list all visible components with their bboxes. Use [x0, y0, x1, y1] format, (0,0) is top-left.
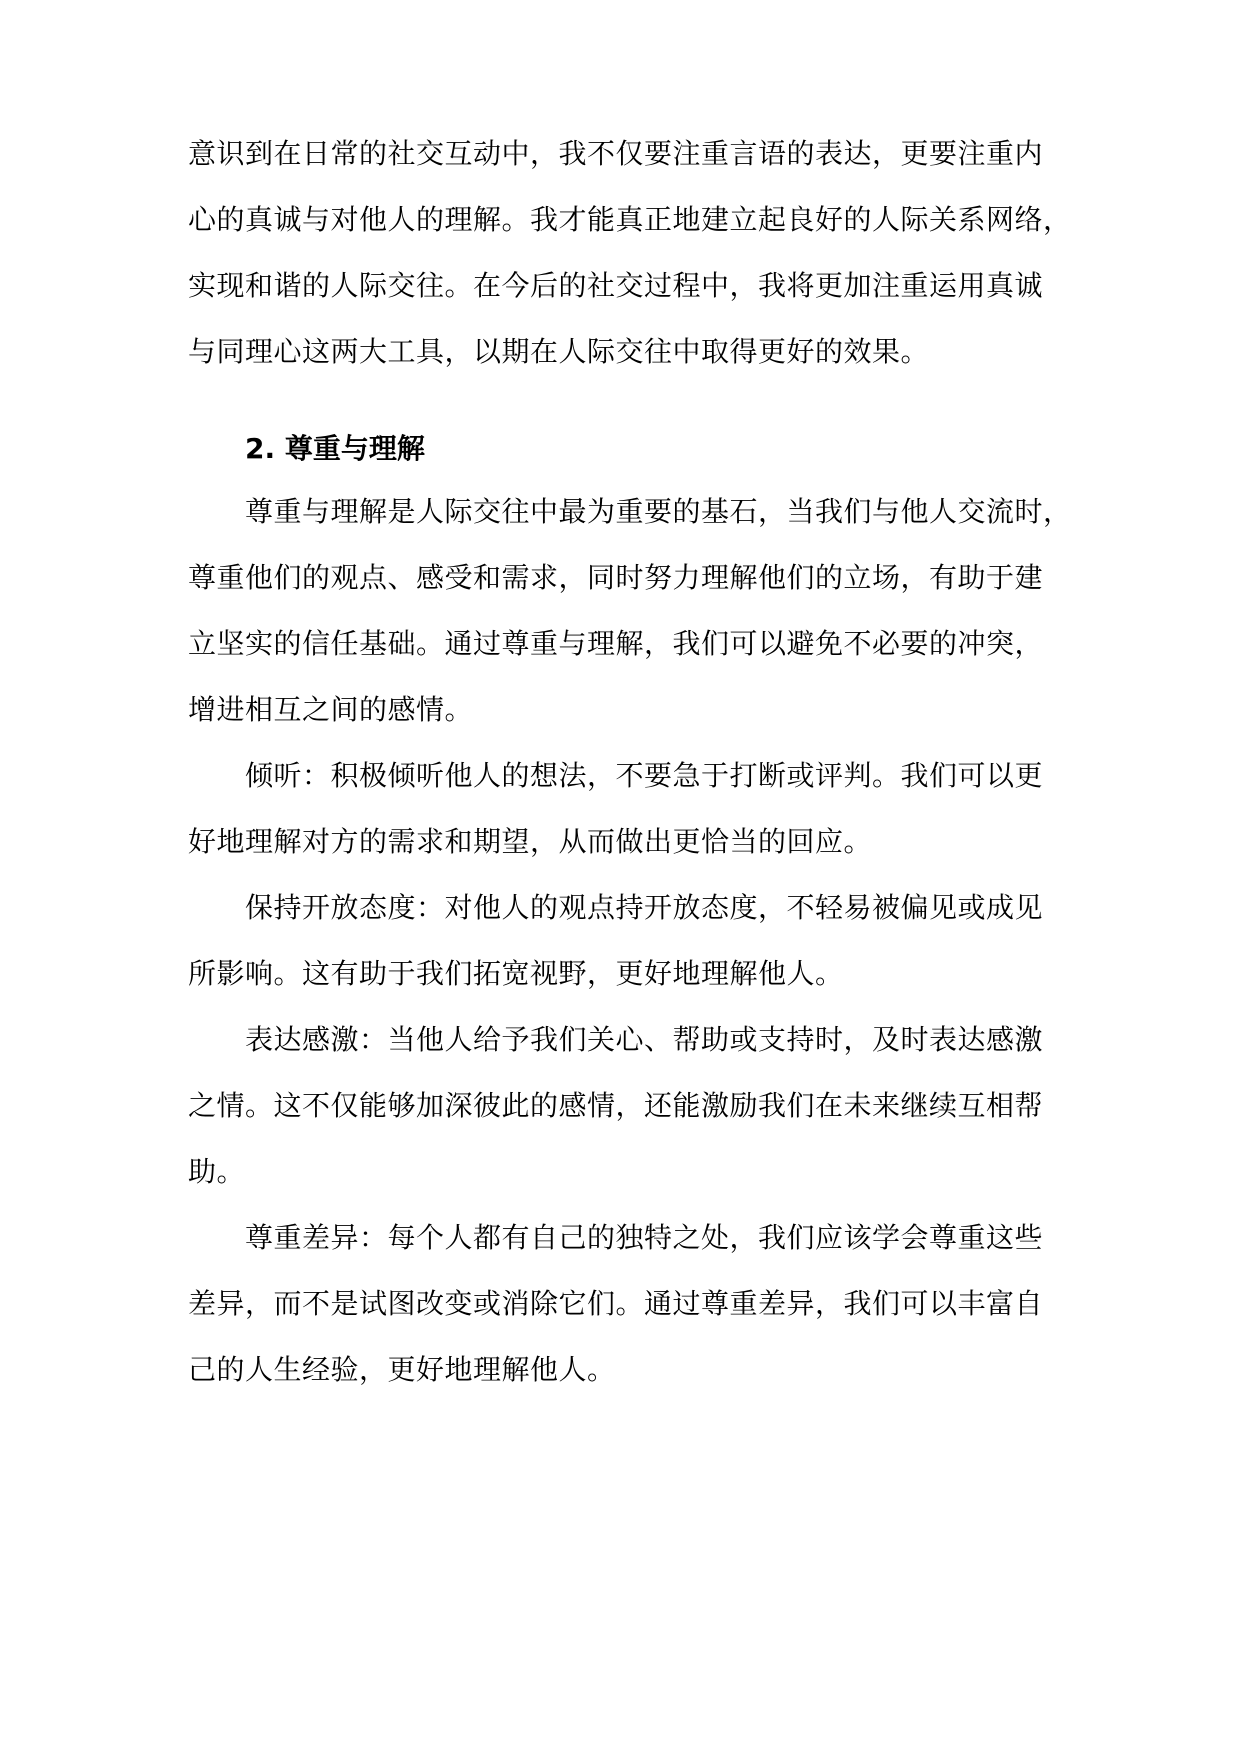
paragraph-line: 表达感激：当他人给予我们关心、帮助或支持时，及时表达感激: [245, 1023, 1044, 1056]
paragraph-line: 意识到在日常的社交互动中，我不仅要注重言语的表达，更要注重内: [188, 137, 1044, 170]
paragraph-line: 心的真诚与对他人的理解。我才能真正地建立起良好的人际关系网络，: [188, 203, 1072, 236]
paragraph-line: 好地理解对方的需求和期望，从而做出更恰当的回应。: [188, 825, 873, 858]
paragraph-line: 与同理心这两大工具，以期在人际交往中取得更好的效果。: [188, 335, 930, 368]
paragraph-line: 所影响。这有助于我们拓宽视野，更好地理解他人。: [188, 957, 844, 990]
paragraph-line: 立坚实的信任基础。通过尊重与理解，我们可以避免不必要的冲突，: [188, 627, 1044, 660]
paragraph-line: 尊重差异：每个人都有自己的独特之处，我们应该学会尊重这些: [245, 1221, 1044, 1254]
paragraph-line: 己的人生经验，更好地理解他人。: [188, 1353, 616, 1386]
paragraph-line: 之情。这不仅能够加深彼此的感情，还能激励我们在未来继续互相帮: [188, 1089, 1044, 1122]
section-heading: 2. 尊重与理解: [245, 432, 425, 465]
paragraph-line: 保持开放态度：对他人的观点持开放态度，不轻易被偏见或成见: [245, 891, 1044, 924]
paragraph-line: 增进相互之间的感情。: [188, 693, 474, 726]
paragraph-line: 差异，而不是试图改变或消除它们。通过尊重差异，我们可以丰富自: [188, 1287, 1044, 1320]
paragraph-line: 助。: [188, 1155, 246, 1188]
paragraph-line: 实现和谐的人际交往。在今后的社交过程中，我将更加注重运用真诚: [188, 269, 1044, 302]
paragraph-line: 倾听：积极倾听他人的想法，不要急于打断或评判。我们可以更: [245, 759, 1044, 792]
paragraph-line: 尊重与理解是人际交往中最为重要的基石，当我们与他人交流时，: [245, 495, 1072, 528]
paragraph-line: 尊重他们的观点、感受和需求，同时努力理解他们的立场，有助于建: [188, 561, 1044, 594]
